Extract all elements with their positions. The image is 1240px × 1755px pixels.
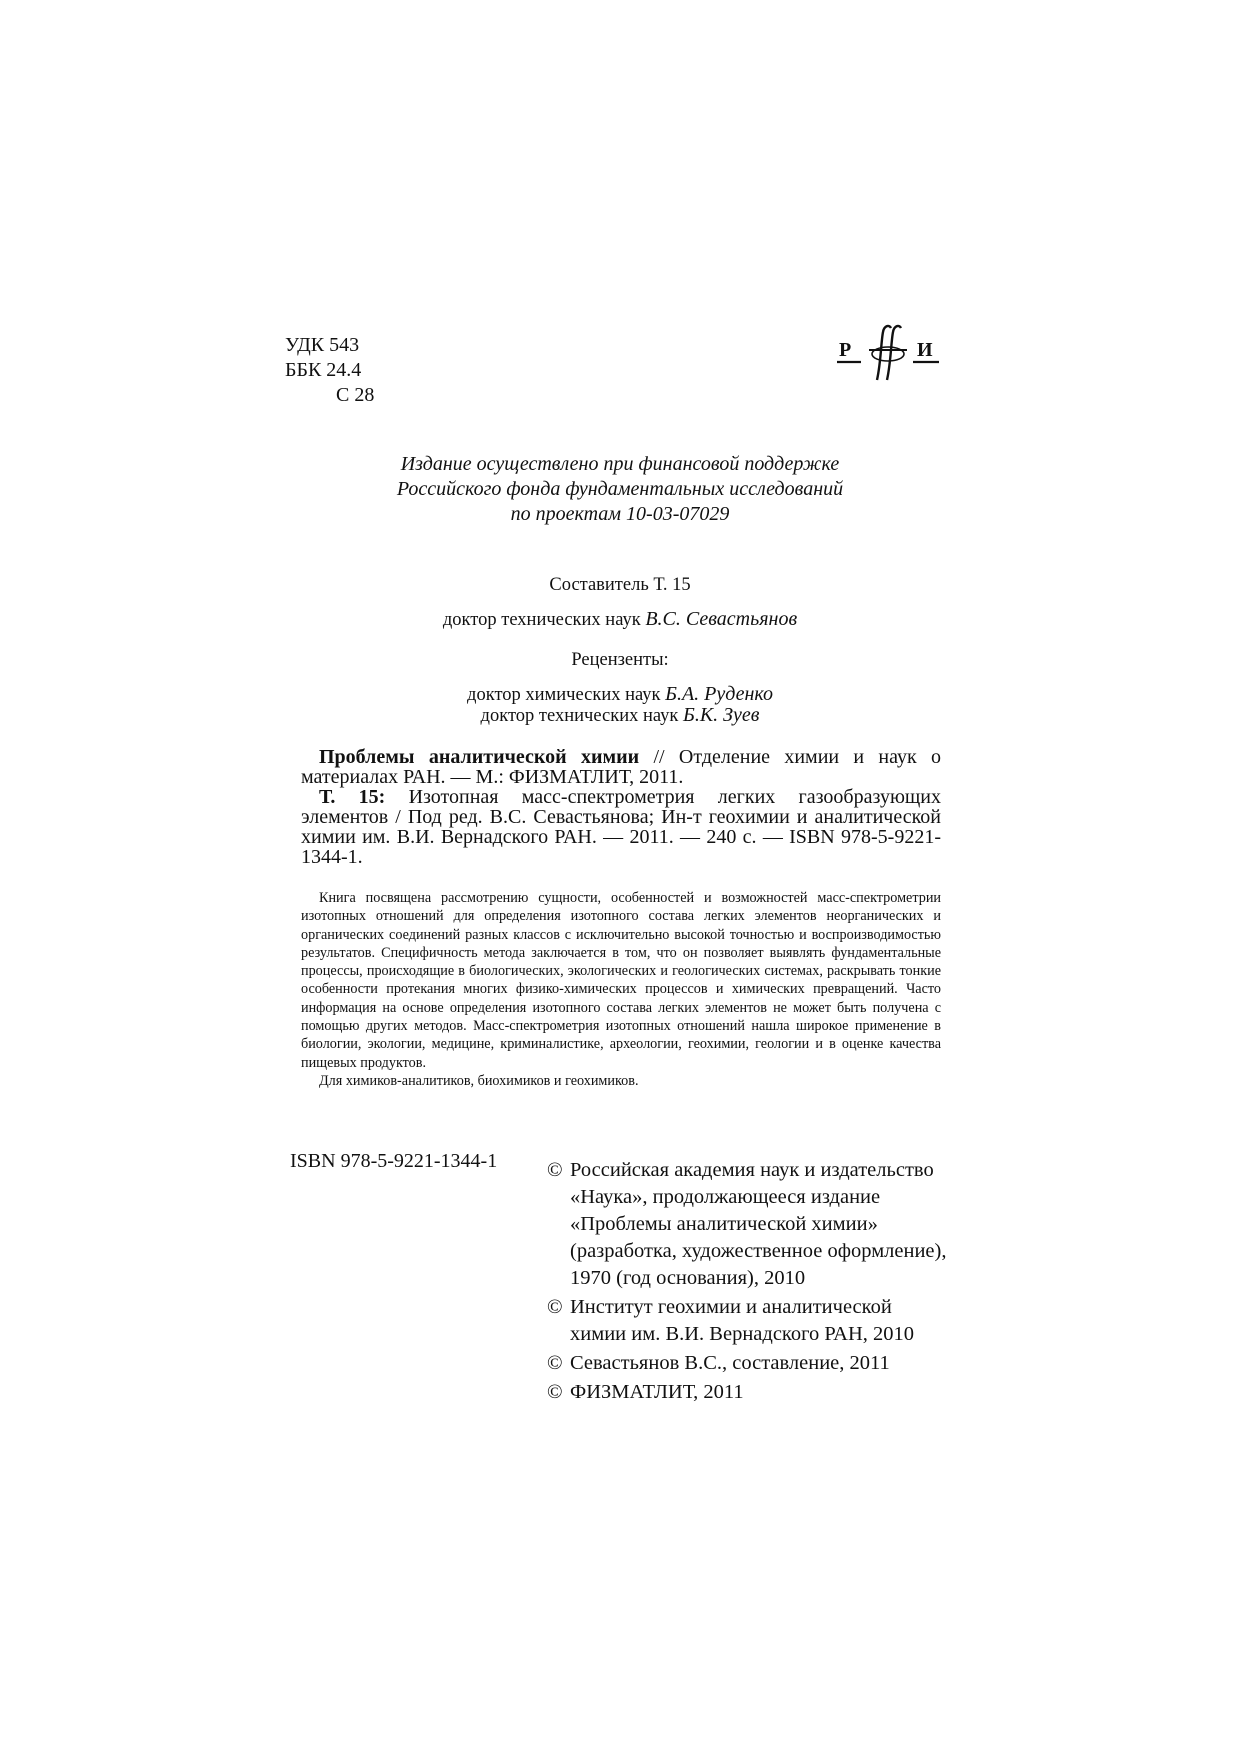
funding-line-1: Издание осуществлено при финансовой поддержке [400, 453, 840, 475]
reviewer-2-name: Б.К. Зуев [683, 704, 760, 726]
reviewer-1-name: Б.А. Руденко [665, 683, 773, 705]
author-mark-code: С 28 [336, 384, 375, 406]
series-title: Проблемы аналитической химии [319, 746, 640, 768]
copyright-icon: © [547, 1381, 563, 1403]
audience-text: Для химиков-аналитиков, биохимиков и геохимиков. [319, 1072, 639, 1089]
reviewers-heading: Рецензенты: [571, 650, 669, 670]
funding-line-2: Российского фонда фундаментальных исследований [396, 478, 844, 500]
compiler-line [300, 608, 940, 631]
series-entry [301, 747, 941, 787]
compiler-title: доктор технических наук [442, 610, 641, 630]
abstract-text: Книга посвящена рассмотрению сущности, особенностей и возможностей масс-спектрометрии изотопных отношений для определения изотопного состава легких элементов неорганических и органических соединений разных классов с исключительно высокой точностью и воспроизводимостью результатов. Специфичность метода заключается в том, что он позволяет выявлять фундаментальные процессы, происходящие в биологических, экологических и геологических системах, раскрывать тонкие особенности протекания многих физико-химических процессов и химических превращений. Часто информация на основе определения изотопного состава легких элементов не может быть получена с помощью других методов. Масс-спектрометрия изотопных отношений нашла широкое применение в биологии, экологии, медицине, криминалистике, археологии, геохимии, геологии и в оценке качества пищевых продуктов. [301, 890, 941, 1071]
copyright-icon: © [547, 1159, 563, 1181]
volume-label: Т. 15: [319, 786, 386, 808]
rffi-logo [837, 322, 939, 382]
copyright-list [547, 1157, 947, 1408]
copyright-item [547, 1350, 947, 1377]
funding-line-3: по проектам 10-03-07029 [510, 503, 730, 525]
reviewer-1 [300, 683, 940, 706]
volume-details: Изотопная масс-спектрометрия легких газообразующих элементов / Под ред. В.С. Севастьянова; Ин-т геохимии и аналитической химии им. В.И. Вернадского РАН. — 2011. — 240 с. — ISBN 978-5-9221-1344-1. [301, 786, 941, 868]
reviewer-2 [300, 704, 940, 727]
copyright-text: Севастьянов В.С., составление, 2011 [570, 1352, 890, 1374]
copyright-icon: © [547, 1352, 563, 1374]
copyright-item [547, 1379, 947, 1406]
logo-right-letter: И [917, 339, 933, 361]
compiler-name: В.С. Севастьянов [645, 608, 798, 630]
udk-code: УДК 543 [285, 334, 360, 356]
reviewer-2-title: доктор технических наук [480, 706, 679, 726]
copyright-item [547, 1294, 947, 1348]
copyright-item [547, 1157, 947, 1292]
copyright-text: Институт геохимии и аналитической химии им. В.И. Вернадского РАН, 2010 [570, 1296, 915, 1345]
abstract [301, 889, 941, 1090]
funding-note [300, 452, 940, 527]
logo-f-stroke-2 [887, 326, 901, 380]
reviewer-1-title: доктор химических наук [467, 685, 661, 705]
logo-left-letter: Р [839, 339, 852, 361]
isbn: ISBN 978-5-9221-1344-1 [290, 1150, 498, 1172]
classification-block [285, 333, 374, 408]
compiler-label: Составитель Т. 15 [549, 575, 691, 595]
copyright-icon: © [547, 1296, 563, 1318]
series-details: // Отделение химии и наук о материалах РАН. — М.: ФИЗМАТЛИТ, 2011. [301, 746, 942, 788]
bibliographic-record [301, 747, 941, 867]
bbk-code: ББК 24.4 [285, 359, 362, 381]
copyright-text: ФИЗМАТЛИТ, 2011 [570, 1381, 744, 1403]
copyright-text: Российская академия наук и издательство «Наука», продолжающееся издание «Проблемы аналитической химии» (разработка, художественное оформление), 1970 (год основания), 2010 [570, 1159, 947, 1289]
volume-entry [301, 787, 941, 867]
